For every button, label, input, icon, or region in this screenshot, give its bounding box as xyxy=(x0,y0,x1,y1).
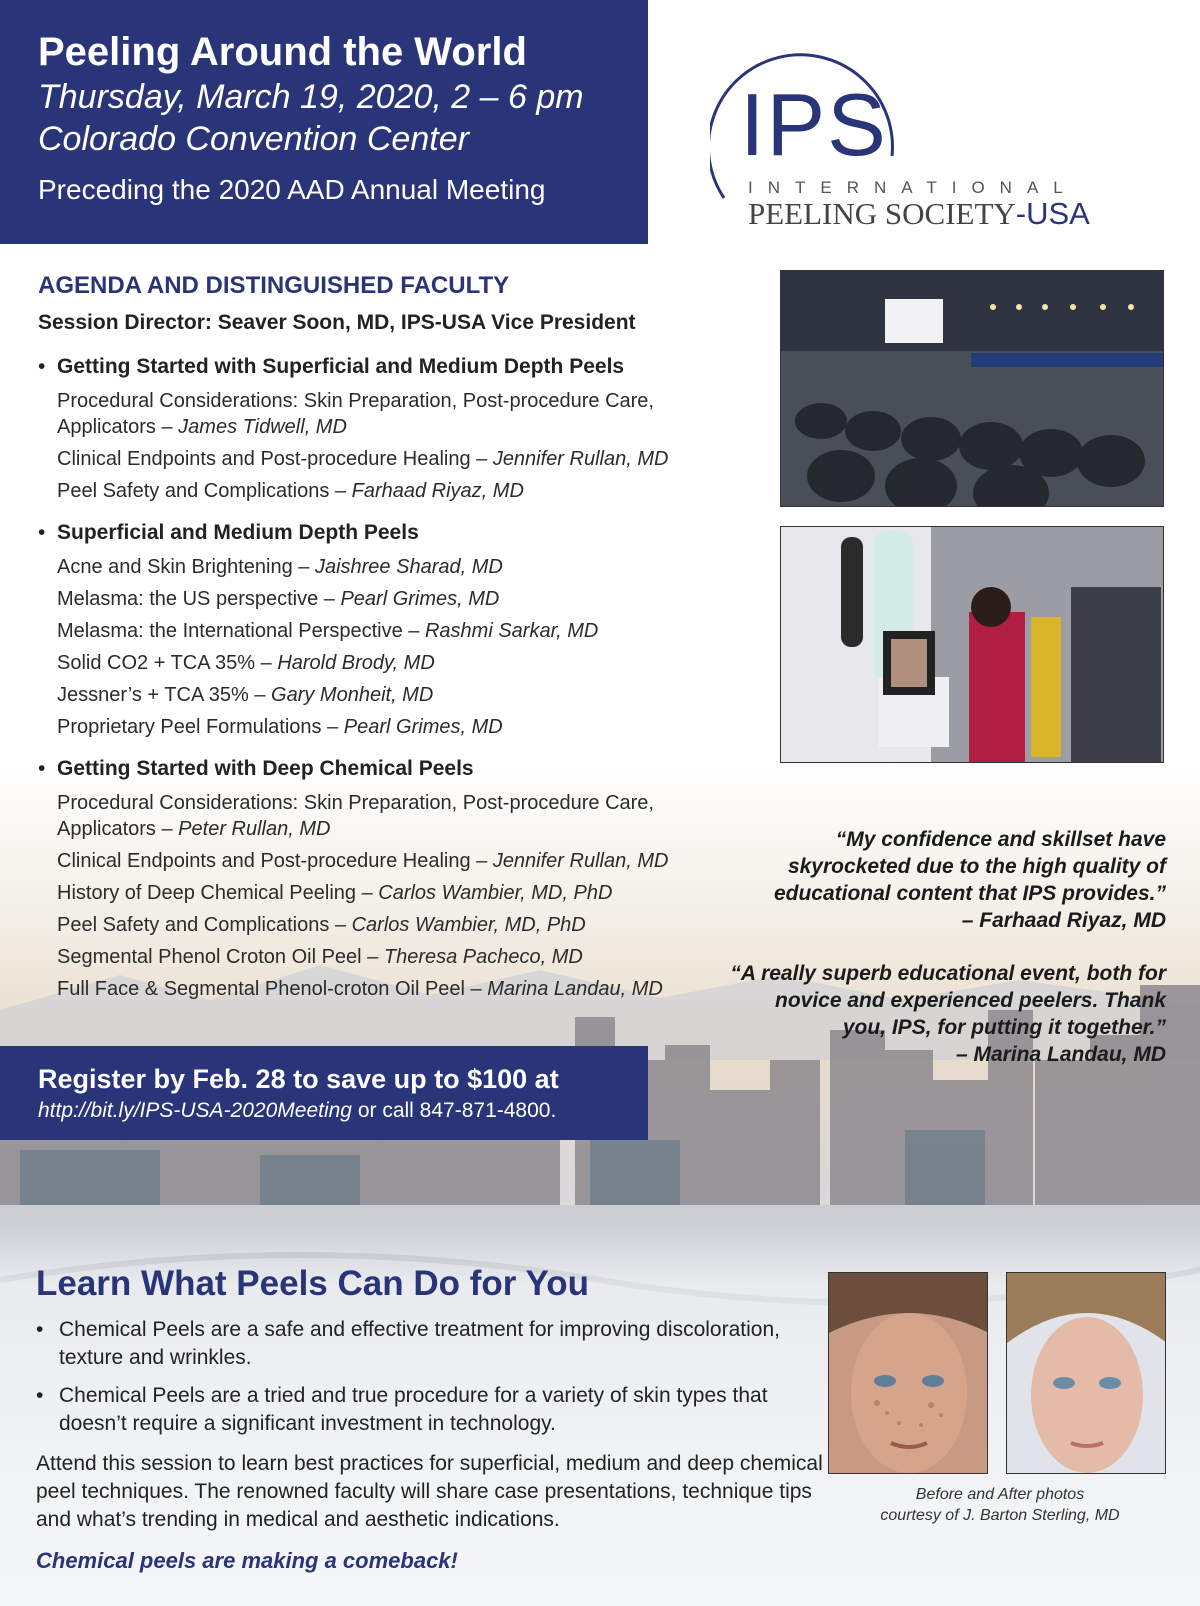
agenda-item xyxy=(38,912,728,938)
agenda-topic: Melasma: the US perspective – xyxy=(57,588,341,610)
agenda-topic: Clinical Endpoints and Post-procedure Healing – xyxy=(57,850,493,872)
quote-text: “My confidence and skillset have skyrocketed due to the high quality of educational content that IPS provides.” xyxy=(773,828,1166,905)
agenda-item xyxy=(38,880,728,906)
agenda-speaker: Jennifer Rullan, MD xyxy=(492,850,669,872)
agenda-speaker: Pearl Grimes, MD xyxy=(340,588,500,610)
after-photo xyxy=(1006,1272,1166,1474)
photo-caption-line: courtesy of J. Barton Sterling, MD xyxy=(880,1507,1120,1524)
event-date: Thursday, March 19, 2020, 2 – 6 pm xyxy=(38,78,584,116)
agenda-topic: Clinical Endpoints and Post-procedure Healing – xyxy=(57,448,493,470)
learn-closing: Chemical peels are making a comeback! xyxy=(36,1548,458,1573)
testimonial-quote xyxy=(730,826,1166,934)
session-title: • Getting Started with Deep Chemical Peels xyxy=(38,754,728,784)
agenda-speaker: Jaishree Sharad, MD xyxy=(314,556,503,578)
agenda-topic: Procedural Considerations: Skin Preparation, Post-procedure Care, Applicators – xyxy=(57,390,654,438)
agenda-speaker: Jennifer Rullan, MD xyxy=(492,448,669,470)
agenda-topic: Acne and Skin Brightening – xyxy=(57,556,315,578)
learn-bullet: • Chemical Peels are a safe and effective treatment for improving discoloration, texture and wrinkles. xyxy=(36,1316,836,1372)
agenda-topic: Peel Safety and Complications – xyxy=(57,914,352,936)
agenda-item xyxy=(38,848,728,874)
before-photo xyxy=(828,1272,988,1474)
agenda-item xyxy=(38,682,728,708)
quote-author: – Marina Landau, MD xyxy=(955,1043,1166,1066)
agenda-speaker: Carlos Wambier, MD, PhD xyxy=(351,914,586,936)
exhibit-booth-photo xyxy=(780,526,1164,763)
quote-author: – Farhaad Riyaz, MD xyxy=(961,909,1166,932)
conference-session-photo xyxy=(780,270,1164,507)
agenda-session xyxy=(38,518,728,740)
agenda-item xyxy=(38,976,728,1002)
quote-text: “A really superb educational event, both for novice and experienced peelers. Thank you, IPS, for putting it together.” xyxy=(730,962,1166,1039)
event-title: Peeling Around the World xyxy=(38,30,527,74)
agenda-item xyxy=(38,714,728,740)
ips-usa-logo xyxy=(700,26,1170,236)
photo-caption-line: Before and After photos xyxy=(915,1486,1085,1503)
agenda-topic: Full Face & Segmental Phenol-croton Oil Peel – xyxy=(57,978,488,1000)
learn-heading: Learn What Peels Can Do for You xyxy=(36,1264,589,1303)
agenda-topic: History of Deep Chemical Peeling – xyxy=(57,882,379,904)
agenda-item xyxy=(38,478,728,504)
agenda-session xyxy=(38,352,728,504)
testimonial-quote xyxy=(730,960,1166,1068)
register-line xyxy=(38,1096,648,1126)
agenda-speaker: James Tidwell, MD xyxy=(178,416,347,438)
register-phone: or call 847-871-4800. xyxy=(352,1099,557,1122)
logo-international: INTERNATIONAL xyxy=(748,178,1078,197)
logo-peeling-society xyxy=(748,196,1090,232)
agenda-topic: Jessner’s + TCA 35% – xyxy=(57,684,272,706)
testimonials xyxy=(730,826,1166,1094)
agenda-heading: AGENDA AND DISTINGUISHED FACULTY xyxy=(38,272,510,299)
agenda-item xyxy=(38,650,728,676)
photo-caption xyxy=(840,1484,1160,1526)
registration-link[interactable]: http://bit.ly/IPS-USA-2020Meeting xyxy=(38,1099,352,1122)
agenda-item xyxy=(38,790,728,842)
agenda-item xyxy=(38,446,728,472)
agenda-topic: Peel Safety and Complications – xyxy=(57,480,352,502)
logo-usa-suffix: -USA xyxy=(1015,196,1090,231)
session-title: • Getting Started with Superficial and Medium Depth Peels xyxy=(38,352,728,382)
agenda-speaker: Gary Monheit, MD xyxy=(271,684,434,706)
agenda-item xyxy=(38,944,728,970)
agenda-speaker: Rashmi Sarkar, MD xyxy=(424,620,599,642)
agenda-topic: Solid CO2 + TCA 35% – xyxy=(57,652,278,674)
agenda-speaker: Theresa Pacheco, MD xyxy=(383,946,583,968)
learn-section xyxy=(36,1262,836,1574)
register-heading: Register by Feb. 28 to save up to $100 at xyxy=(38,1064,559,1094)
session-title: • Superficial and Medium Depth Peels xyxy=(38,518,728,548)
agenda-speaker: Carlos Wambier, MD, PhD xyxy=(378,882,613,904)
event-header-banner xyxy=(0,0,648,244)
learn-body: Attend this session to learn best practices for superficial, medium and deep chemical peel techniques. The renowned faculty will share case presentations, technique tips and what’s trending in medical and aesthetic indications. xyxy=(36,1452,823,1531)
agenda-speaker: Harold Brody, MD xyxy=(277,652,435,674)
agenda-speaker: Marina Landau, MD xyxy=(487,978,663,1000)
agenda-speaker: Pearl Grimes, MD xyxy=(343,716,503,738)
event-preceding-note: Preceding the 2020 AAD Annual Meeting xyxy=(38,174,546,205)
logo-mark: IPS xyxy=(740,75,888,174)
agenda-list xyxy=(38,352,728,1002)
agenda-item xyxy=(38,388,728,440)
agenda-topic: Segmental Phenol Croton Oil Peel – xyxy=(57,946,384,968)
agenda-speaker: Peter Rullan, MD xyxy=(178,818,331,840)
agenda-topic: Procedural Considerations: Skin Preparation, Post-procedure Care, Applicators – xyxy=(57,792,654,840)
agenda-topic: Melasma: the International Perspective – xyxy=(57,620,425,642)
agenda-speaker: Farhaad Riyaz, MD xyxy=(351,480,524,502)
agenda-item xyxy=(38,618,728,644)
agenda-topic: Proprietary Peel Formulations – xyxy=(57,716,344,738)
event-venue: Colorado Convention Center xyxy=(38,120,469,158)
agenda-item xyxy=(38,554,728,580)
logo-society-name: PEELING SOCIETY xyxy=(748,196,1016,231)
session-director: Session Director: Seaver Soon, MD, IPS-USA Vice President xyxy=(38,311,636,334)
agenda-item xyxy=(38,586,728,612)
learn-bullet: • Chemical Peels are a tried and true procedure for a variety of skin types that doesn’t require a significant investment in technology. xyxy=(36,1382,836,1438)
agenda-session xyxy=(38,754,728,1002)
agenda-section xyxy=(38,270,728,1002)
registration-banner xyxy=(0,1046,648,1140)
